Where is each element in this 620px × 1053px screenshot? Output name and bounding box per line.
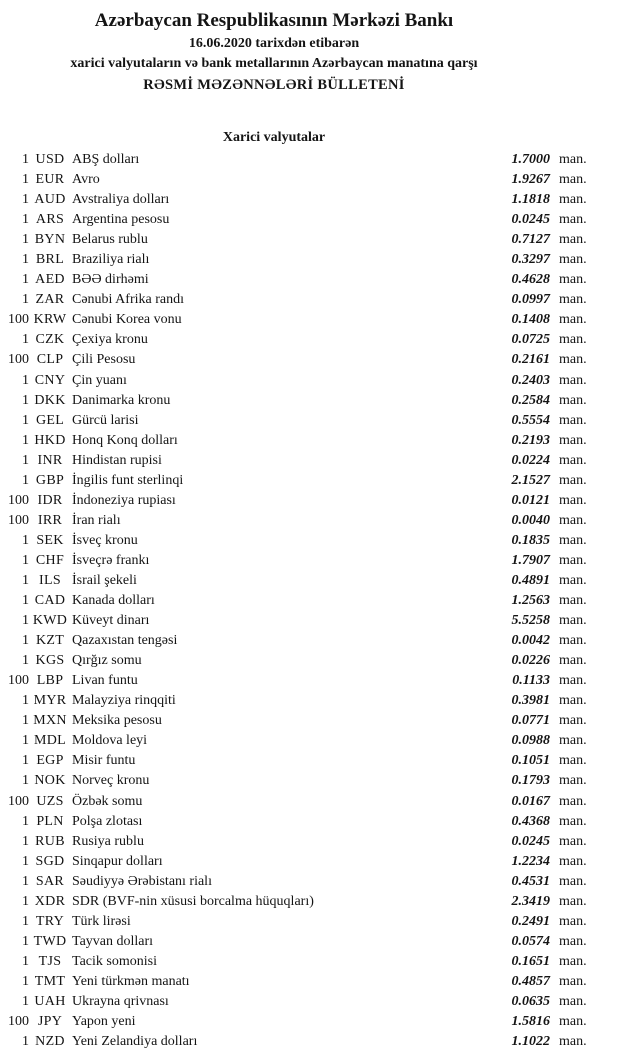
table-row [0, 812, 620, 832]
row-quantity: 1 [22, 432, 29, 448]
row-quantity: 1 [22, 232, 29, 248]
row-currency-code: CNY [34, 372, 66, 388]
row-rate-value: 1.9267 [511, 172, 550, 188]
row-currency-code: TMT [34, 973, 66, 989]
row-rate-value: 0.0635 [511, 993, 550, 1009]
row-currency-name: Çexiya kronu [72, 332, 148, 348]
row-rate-unit: man. [559, 312, 587, 328]
table-row [0, 350, 620, 370]
table-row [0, 611, 620, 631]
row-quantity: 1 [22, 1034, 29, 1050]
row-currency-code: USD [35, 152, 65, 167]
row-currency-name: ABŞ dolları [72, 152, 140, 167]
row-currency-name: Rusiya rublu [72, 833, 144, 849]
row-currency-name: Çili Pesosu [72, 352, 136, 368]
table-row [0, 952, 620, 972]
row-rate-unit: man. [559, 593, 587, 609]
row-rate-unit: man. [559, 332, 587, 348]
table-row [0, 551, 620, 571]
row-rate-value: 0.0771 [511, 713, 550, 729]
row-rate-unit: man. [559, 733, 587, 749]
row-rate-unit: man. [559, 853, 587, 869]
row-currency-name: Cənubi Afrika randı [72, 292, 184, 308]
row-rate-value: 1.2563 [511, 593, 550, 609]
table-row [0, 751, 620, 771]
row-currency-code: MDL [33, 733, 66, 749]
row-currency-name: Malayziya rinqqiti [72, 693, 176, 709]
table-row [0, 852, 620, 872]
row-rate-value: 0.0245 [511, 833, 550, 849]
row-rate-value: 0.0245 [511, 212, 550, 228]
row-rate-unit: man. [559, 572, 587, 588]
subject-line: xarici valyutaların və bank metallarının Azərbaycan manatına qarşı [70, 56, 478, 71]
row-rate-value: 0.3297 [511, 252, 550, 268]
section-title-foreign-currencies: Xarici valyutalar [222, 130, 326, 145]
row-currency-name: Avstraliya dolları [72, 192, 170, 208]
row-rate-unit: man. [559, 673, 587, 689]
row-rate-unit: man. [559, 452, 587, 468]
row-rate-value: 0.0574 [511, 933, 550, 949]
table-row [0, 330, 620, 350]
row-quantity: 1 [22, 292, 29, 308]
row-rate-value: 0.5554 [511, 412, 550, 428]
row-currency-code: IRR [37, 512, 63, 528]
row-quantity: 1 [22, 552, 29, 568]
row-rate-unit: man. [559, 653, 587, 669]
table-row [0, 371, 620, 391]
row-currency-name: Səudiyyə Ərəbistanı rialı [72, 873, 212, 889]
row-rate-value: 1.1022 [511, 1034, 550, 1050]
row-rate-value: 0.4531 [511, 873, 550, 889]
table-row [0, 1032, 620, 1052]
row-currency-name: İngilis funt sterlinqi [72, 472, 184, 488]
row-quantity: 100 [8, 673, 29, 689]
row-currency-name: Yeni türkmən manatı [72, 973, 190, 989]
row-currency-name: Danimarka kronu [72, 392, 171, 408]
row-rate-unit: man. [559, 933, 587, 949]
row-rate-value: 0.0988 [511, 733, 550, 749]
row-rate-unit: man. [559, 793, 587, 809]
row-rate-unit: man. [559, 492, 587, 508]
table-row [0, 651, 620, 671]
row-currency-code: BYN [34, 232, 66, 248]
row-currency-code: GEL [35, 412, 65, 428]
row-currency-name: Tayvan dolları [72, 933, 154, 949]
row-currency-code: ZAR [35, 292, 65, 308]
table-row [0, 711, 620, 731]
row-currency-code: SGD [35, 853, 65, 869]
row-rate-unit: man. [559, 613, 587, 629]
row-currency-code: ARS [35, 212, 65, 228]
row-quantity: 1 [22, 953, 29, 969]
row-currency-code: TRY [35, 913, 65, 929]
row-quantity: 1 [22, 412, 29, 428]
table-row [0, 912, 620, 932]
row-currency-code: HKD [34, 432, 66, 448]
row-rate-value: 0.1408 [511, 312, 550, 328]
row-rate-unit: man. [559, 272, 587, 288]
row-currency-name: Yeni Zelandiya dolları [72, 1034, 198, 1050]
table-row [0, 1012, 620, 1032]
row-quantity: 1 [22, 993, 29, 1009]
row-quantity: 1 [22, 212, 29, 228]
row-rate-value: 1.7000 [511, 152, 550, 167]
row-currency-code: JPY [37, 1014, 63, 1030]
row-quantity: 1 [22, 913, 29, 929]
exchange-rates-table [0, 150, 620, 1052]
row-rate-value: 1.2234 [511, 853, 550, 869]
row-quantity: 1 [22, 873, 29, 889]
row-quantity: 1 [22, 713, 29, 729]
row-rate-value: 5.5258 [511, 613, 550, 629]
row-rate-unit: man. [559, 432, 587, 448]
row-currency-name: Özbək somu [72, 793, 143, 809]
row-currency-code: KWD [32, 613, 68, 629]
row-currency-code: UZS [36, 793, 64, 809]
table-row [0, 451, 620, 471]
row-quantity: 1 [22, 332, 29, 348]
row-currency-code: INR [37, 452, 63, 468]
row-rate-unit: man. [559, 913, 587, 929]
table-row [0, 531, 620, 551]
row-quantity: 100 [8, 312, 29, 328]
row-rate-value: 0.4857 [511, 973, 550, 989]
row-quantity: 1 [22, 392, 29, 408]
row-currency-code: GBP [35, 472, 65, 488]
row-rate-unit: man. [559, 552, 587, 568]
row-quantity: 1 [22, 973, 29, 989]
row-currency-name: İran rialı [72, 512, 121, 528]
row-currency-name: Moldova leyi [72, 733, 148, 749]
row-quantity: 1 [22, 252, 29, 268]
row-currency-name: Yapon yeni [72, 1014, 136, 1030]
row-currency-name: SDR (BVF-nin xüsusi borcalma hüquqları) [72, 893, 314, 909]
table-row [0, 591, 620, 611]
table-row [0, 511, 620, 531]
row-rate-value: 0.1051 [511, 753, 550, 769]
row-currency-name: BƏƏ dirhəmi [72, 272, 149, 288]
row-currency-name: Misir funtu [72, 753, 136, 769]
row-rate-value: 0.0997 [511, 292, 550, 308]
document-header [0, 0, 548, 96]
row-rate-unit: man. [559, 372, 587, 388]
row-quantity: 1 [22, 613, 29, 629]
row-rate-value: 0.2403 [511, 372, 550, 388]
row-rate-unit: man. [559, 352, 587, 368]
table-row [0, 992, 620, 1012]
row-currency-code: IDR [37, 492, 63, 508]
row-rate-unit: man. [559, 472, 587, 488]
row-currency-name: Belarus rublu [72, 232, 148, 248]
row-currency-name: Çin yuanı [72, 372, 127, 388]
row-currency-code: CHF [35, 552, 65, 568]
row-currency-name: Norveç kronu [72, 773, 150, 789]
table-row [0, 691, 620, 711]
effective-date-line: 16.06.2020 tarixdən etibarən [188, 36, 360, 51]
row-quantity: 1 [22, 172, 29, 188]
row-currency-name: Sinqapur dolları [72, 853, 163, 869]
row-rate-unit: man. [559, 753, 587, 769]
table-row [0, 210, 620, 230]
table-row [0, 792, 620, 812]
row-rate-value: 0.4628 [511, 272, 550, 288]
row-rate-value: 0.7127 [511, 232, 550, 248]
row-rate-value: 1.5816 [511, 1014, 550, 1030]
row-currency-name: Küveyt dinarı [72, 613, 150, 629]
row-rate-value: 0.2584 [511, 392, 550, 408]
row-rate-value: 0.2491 [511, 913, 550, 929]
row-rate-unit: man. [559, 532, 587, 548]
row-currency-code: MYR [33, 693, 67, 709]
row-currency-code: EGP [36, 753, 64, 769]
row-rate-value: 0.0725 [511, 332, 550, 348]
table-row [0, 431, 620, 451]
row-rate-unit: man. [559, 813, 587, 829]
row-currency-name: Meksika pesosu [72, 713, 162, 729]
table-row [0, 571, 620, 591]
row-currency-code: MXN [33, 713, 67, 729]
table-row [0, 250, 620, 270]
row-quantity: 1 [22, 893, 29, 909]
row-currency-code: KRW [33, 312, 67, 328]
row-rate-value: 2.3419 [511, 893, 550, 909]
bank-name-title: Azərbaycan Respublikasının Mərkəzi Bankı [94, 10, 454, 31]
table-row [0, 471, 620, 491]
table-row [0, 892, 620, 912]
table-row [0, 731, 620, 751]
row-rate-value: 0.1835 [511, 532, 550, 548]
row-currency-name: Braziliya rialı [72, 252, 150, 268]
row-rate-value: 0.0226 [511, 653, 550, 669]
row-quantity: 1 [22, 472, 29, 488]
row-quantity: 1 [22, 933, 29, 949]
table-row [0, 932, 620, 952]
table-row [0, 270, 620, 290]
row-quantity: 100 [8, 793, 29, 809]
row-currency-code: XDR [34, 893, 66, 909]
row-rate-value: 0.1651 [511, 953, 550, 969]
row-quantity: 1 [22, 572, 29, 588]
row-quantity: 1 [22, 532, 29, 548]
row-rate-value: 0.0121 [511, 492, 550, 508]
row-rate-unit: man. [559, 1034, 587, 1050]
row-currency-name: Cənubi Korea vonu [72, 312, 182, 328]
row-rate-unit: man. [559, 973, 587, 989]
row-rate-value: 1.1818 [511, 192, 550, 208]
row-rate-unit: man. [559, 993, 587, 1009]
row-rate-value: 2.1527 [511, 472, 550, 488]
row-currency-name: İsveç kronu [72, 532, 138, 548]
row-rate-value: 0.4891 [511, 572, 550, 588]
table-row [0, 631, 620, 651]
row-currency-code: NZD [35, 1034, 65, 1050]
row-currency-code: TJS [38, 953, 62, 969]
row-currency-name: İsveçrə frankı [72, 552, 150, 568]
row-currency-code: CZK [35, 332, 65, 348]
bulletin-title: RƏSMİ MƏZƏNNƏLƏRİ BÜLLETENİ [143, 77, 405, 93]
row-quantity: 1 [22, 733, 29, 749]
table-row [0, 170, 620, 190]
row-currency-name: Hindistan rupisi [72, 452, 162, 468]
row-currency-code: TWD [33, 933, 67, 949]
row-currency-name: İsrail şekeli [72, 572, 137, 588]
row-rate-unit: man. [559, 893, 587, 909]
row-rate-unit: man. [559, 232, 587, 248]
row-rate-unit: man. [559, 693, 587, 709]
row-rate-value: 0.0224 [511, 452, 550, 468]
row-rate-unit: man. [559, 873, 587, 889]
table-row [0, 972, 620, 992]
row-currency-code: AUD [34, 192, 66, 208]
table-row [0, 771, 620, 791]
row-quantity: 1 [22, 372, 29, 388]
row-quantity: 1 [22, 192, 29, 208]
row-quantity: 100 [8, 512, 29, 528]
row-rate-value: 0.3981 [511, 693, 550, 709]
table-row [0, 150, 620, 170]
row-rate-value: 0.2161 [511, 352, 550, 368]
row-currency-code: PLN [36, 813, 64, 829]
row-rate-unit: man. [559, 212, 587, 228]
row-quantity: 1 [22, 753, 29, 769]
row-rate-unit: man. [559, 953, 587, 969]
row-quantity: 100 [8, 1014, 29, 1030]
row-quantity: 100 [8, 352, 29, 368]
row-rate-unit: man. [559, 633, 587, 649]
row-rate-unit: man. [559, 392, 587, 408]
row-currency-name: Tacik somonisi [72, 953, 157, 969]
row-quantity: 1 [22, 853, 29, 869]
row-currency-code: SAR [35, 873, 65, 889]
table-row [0, 391, 620, 411]
row-rate-value: 0.1793 [511, 773, 550, 789]
table-row [0, 290, 620, 310]
row-quantity: 1 [22, 633, 29, 649]
row-quantity: 1 [22, 653, 29, 669]
row-currency-name: Argentina pesosu [72, 212, 170, 228]
row-quantity: 1 [22, 693, 29, 709]
row-rate-value: 0.0042 [511, 633, 550, 649]
row-currency-code: UAH [34, 993, 66, 1009]
row-rate-value: 0.2193 [511, 432, 550, 448]
row-currency-code: DKK [34, 392, 66, 408]
table-row [0, 832, 620, 852]
row-rate-unit: man. [559, 292, 587, 308]
row-rate-unit: man. [559, 1014, 587, 1030]
row-currency-name: Polşa zlotası [72, 813, 143, 829]
row-quantity: 1 [22, 813, 29, 829]
row-quantity: 100 [8, 492, 29, 508]
row-currency-code: CAD [34, 593, 66, 609]
row-currency-code: KGS [35, 653, 65, 669]
row-currency-name: Türk lirəsi [72, 913, 131, 929]
row-currency-code: ILS [39, 572, 61, 588]
row-quantity: 1 [22, 593, 29, 609]
row-currency-name: Kanada dolları [72, 593, 155, 609]
table-row [0, 230, 620, 250]
row-rate-value: 1.7907 [511, 552, 550, 568]
row-currency-code: CLP [36, 352, 64, 368]
row-rate-unit: man. [559, 172, 587, 188]
row-rate-value: 0.1133 [512, 673, 550, 689]
table-row [0, 310, 620, 330]
row-currency-name: Qırğız somu [72, 653, 142, 669]
row-currency-name: Qazaxıstan tengəsi [72, 633, 178, 649]
row-currency-code: AED [35, 272, 65, 288]
row-currency-name: Honq Konq dolları [72, 432, 178, 448]
row-quantity: 1 [22, 452, 29, 468]
row-rate-unit: man. [559, 833, 587, 849]
table-row [0, 411, 620, 431]
row-currency-code: KZT [35, 633, 65, 649]
row-currency-name: Gürcü larisi [72, 412, 139, 428]
row-quantity: 1 [22, 152, 29, 167]
row-rate-unit: man. [559, 152, 587, 167]
row-rate-unit: man. [559, 412, 587, 428]
table-row [0, 491, 620, 511]
row-currency-code: BRL [35, 252, 65, 268]
row-currency-code: SEK [36, 532, 64, 548]
row-rate-unit: man. [559, 252, 587, 268]
row-quantity: 1 [22, 773, 29, 789]
row-rate-value: 0.0167 [511, 793, 550, 809]
row-currency-name: İndoneziya rupiası [72, 492, 176, 508]
table-row [0, 190, 620, 210]
row-currency-code: NOK [34, 773, 66, 789]
table-row [0, 872, 620, 892]
row-rate-unit: man. [559, 773, 587, 789]
row-currency-code: RUB [35, 833, 65, 849]
row-currency-code: LBP [36, 673, 64, 689]
row-quantity: 1 [22, 272, 29, 288]
table-row [0, 671, 620, 691]
row-rate-unit: man. [559, 192, 587, 208]
row-rate-value: 0.4368 [511, 813, 550, 829]
row-rate-value: 0.0040 [511, 512, 550, 528]
row-currency-name: Ukrayna qrivnası [72, 993, 169, 1009]
row-currency-name: Avro [72, 172, 100, 188]
row-rate-unit: man. [559, 512, 587, 528]
row-rate-unit: man. [559, 713, 587, 729]
row-quantity: 1 [22, 833, 29, 849]
row-currency-name: Livan funtu [72, 673, 138, 689]
row-currency-code: EUR [35, 172, 65, 188]
